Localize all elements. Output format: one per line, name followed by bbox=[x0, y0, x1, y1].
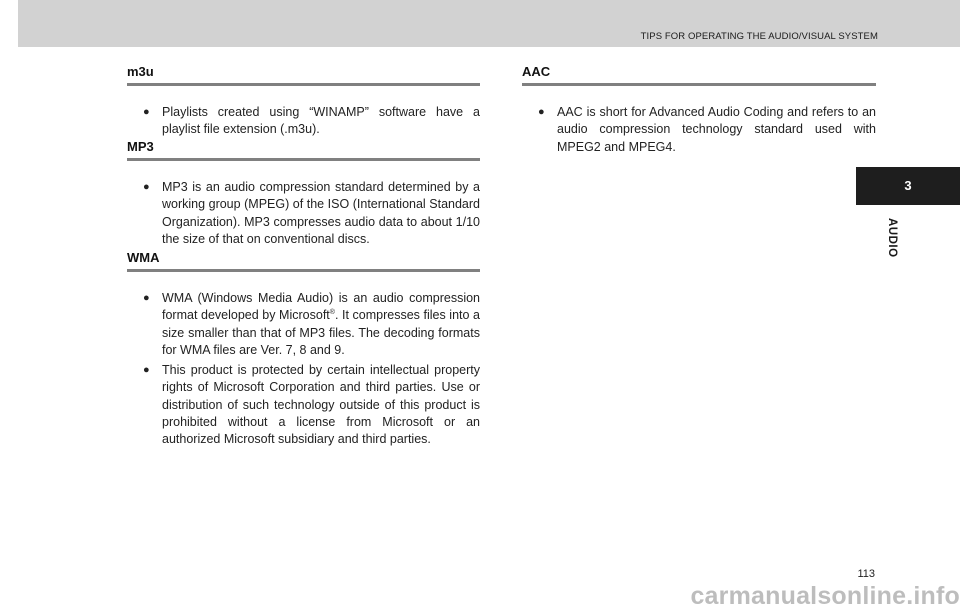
section-heading: WMA bbox=[127, 250, 480, 272]
chapter-tab bbox=[856, 167, 960, 205]
section-heading: MP3 bbox=[127, 139, 480, 161]
header-title: TIPS FOR OPERATING THE AUDIO/VISUAL SYSTEM bbox=[640, 31, 878, 42]
section-wma bbox=[127, 250, 480, 452]
page-number: 113 bbox=[857, 568, 875, 580]
bullet-list bbox=[127, 104, 480, 139]
bullet-icon: ● bbox=[143, 364, 150, 377]
list-item: ● MP3 is an audio compression standard determined by a working group (MPEG) of the ISO (International Standard Organization). MP3 compresses audio data to about 1/10 the size of that on conventional discs. bbox=[143, 180, 480, 246]
bullet-list bbox=[127, 179, 480, 248]
section-aac bbox=[522, 64, 876, 159]
section-m3u bbox=[127, 64, 480, 142]
bullet-icon: ● bbox=[143, 292, 150, 304]
list-item: ● Playlists created using “WINAMP” software have a playlist file extension (.m3u). bbox=[143, 105, 480, 137]
section-mp3 bbox=[127, 139, 480, 251]
bullet-icon: ● bbox=[143, 181, 150, 193]
chapter-label: AUDIO bbox=[886, 218, 898, 258]
list-item: ● WMA (Windows Media Audio) is an audio compression format developed by Microsoft®. It compresses files into a size smaller than that of MP3 files. The decoding formats for WMA files are Ver. 7, 8 and 9. bbox=[143, 291, 480, 357]
watermark: carmanualsonline.info bbox=[690, 582, 960, 610]
bullet-list bbox=[522, 104, 876, 156]
chapter-number: 3 bbox=[904, 178, 912, 193]
bullet-icon: ● bbox=[538, 106, 545, 118]
bullet-icon: ● bbox=[143, 106, 150, 118]
bullet-list bbox=[127, 290, 480, 449]
list-item: ● AAC is short for Advanced Audio Coding and refers to an audio compression technology standard used with MPEG2 and MPEG4. bbox=[538, 105, 876, 154]
list-item: ● This product is protected by certain intellectual property rights of Microsoft Corporation and third parties. Use or distribution of such technology outside of this product is prohibited without a license from Microsoft or an authorized Microsoft subsidiary and third parties. bbox=[143, 363, 480, 447]
section-heading: m3u bbox=[127, 64, 480, 86]
section-heading: AAC bbox=[522, 64, 876, 86]
